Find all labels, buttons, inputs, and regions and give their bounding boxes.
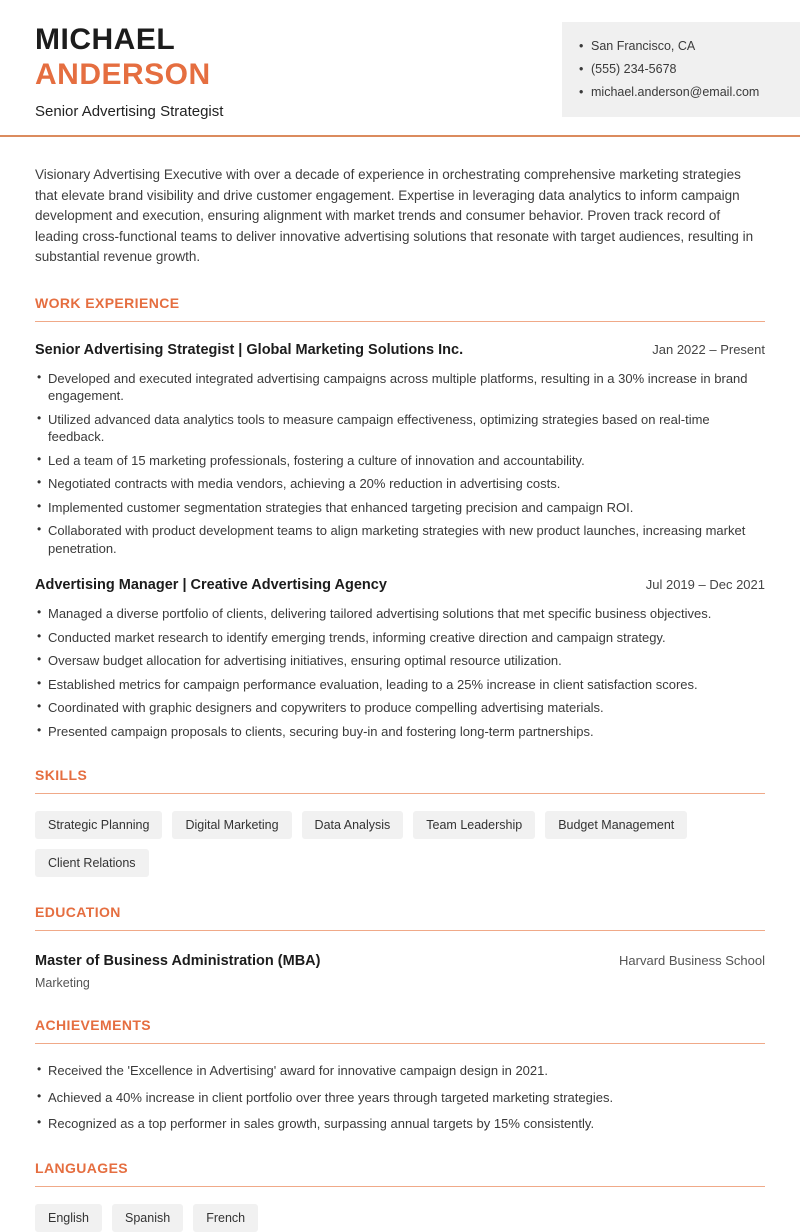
job-bullet-item: • Implemented customer segmentation strategies that enhanced targeting precision and campaign ROI. [35, 499, 765, 517]
achievement-list [35, 1062, 765, 1133]
person-first-name: MICHAEL [35, 23, 176, 56]
achievement-item: • Received the 'Excellence in Advertising' award for innovative campaign design in 2021. [35, 1062, 765, 1080]
job-bullet-item: • Utilized advanced data analytics tools to measure campaign effectiveness, optimizing strategies based on real-time feedback. [35, 411, 765, 446]
job-entry [35, 577, 765, 740]
job-title: Advertising Manager | Creative Advertising Agency [35, 577, 387, 593]
resume-body [0, 165, 800, 1232]
skill-tag: Digital Marketing [172, 811, 291, 839]
skill-tag: Client Relations [35, 849, 149, 877]
job-list [35, 342, 765, 741]
field-of-study: Marketing [35, 976, 90, 990]
contact-item: • San Francisco, CA [578, 35, 786, 58]
job-bullet-list [35, 605, 765, 740]
skill-tag-list [35, 811, 765, 877]
skill-tag: Strategic Planning [35, 811, 162, 839]
achievements-heading: ACHIEVEMENTS [35, 1017, 765, 1044]
job-bullet-item: • Oversaw budget allocation for advertising initiatives, ensuring optimal resource utilization. [35, 652, 765, 670]
section-achievements [35, 1017, 765, 1133]
job-bullet-list [35, 370, 765, 558]
job-bullet-item: • Coordinated with graphic designers and copywriters to produce compelling advertising materials. [35, 699, 765, 717]
school-name: Harvard Business School [619, 953, 765, 968]
achievement-item: • Achieved a 40% increase in client portfolio over three years through targeted marketing strategies. [35, 1089, 765, 1107]
language-tag: English [35, 1204, 102, 1232]
education-heading: EDUCATION [35, 904, 765, 931]
language-tag: Spanish [112, 1204, 183, 1232]
job-title: Senior Advertising Strategist | Global Marketing Solutions Inc. [35, 341, 464, 358]
job-dates: Jul 2019 – Dec 2021 [645, 577, 765, 592]
contact-list [578, 35, 786, 104]
skills-heading: SKILLS [35, 767, 765, 794]
job-bullet-item: • Collaborated with product development teams to align marketing strategies with new product launches, increasing market penetration. [35, 522, 765, 557]
job-bullet-item: • Developed and executed integrated advertising campaigns across multiple platforms, resulting in a 30% increase in brand engagement. [35, 370, 765, 405]
job-bullet-item: • Negotiated contracts with media vendors, achieving a 20% reduction in advertising costs. [35, 475, 765, 493]
section-languages [35, 1160, 765, 1232]
person-last-name: ANDERSON [35, 58, 211, 91]
job-bullet-item: • Conducted market research to identify emerging trends, informing creative direction and campaign strategy. [35, 629, 765, 647]
languages-heading: LANGUAGES [35, 1160, 765, 1187]
job-dates: Jan 2022 – Present [652, 341, 765, 357]
job-bullet-item: • Led a team of 15 marketing professionals, fostering a culture of innovation and accountability. [35, 452, 765, 470]
work-experience-heading: WORK EXPERIENCE [35, 295, 765, 322]
skill-tag: Data Analysis [302, 811, 404, 839]
section-skills [35, 767, 765, 877]
language-tag-list [35, 1204, 765, 1232]
job-bullet-item: • Established metrics for campaign performance evaluation, leading to a 25% increase in client satisfaction scores. [35, 676, 765, 694]
language-tag: French [193, 1204, 258, 1232]
resume-header [0, 0, 800, 137]
section-education [35, 904, 765, 990]
section-work-experience [35, 295, 765, 741]
contact-item: • michael.anderson@email.com [578, 81, 786, 104]
job-entry [35, 342, 765, 558]
education-entry [35, 953, 765, 969]
summary-paragraph: Visionary Advertising Executive with over a decade of experience in orchestrating comprehensive marketing strategies that elevate brand visibility and drive customer engagement. Expertise in leveraging data analytics to inform campaign development and execution, ensuring alignment with market trends and consumer behavior. Proven track record of leading cross-functional teams to deliver innovative advertising solutions that resonate with target audiences, resulting in substantial revenue growth. [35, 167, 754, 264]
job-header [35, 577, 765, 593]
job-header [35, 342, 765, 358]
achievement-item: • Recognized as a top performer in sales growth, surpassing annual targets by 15% consistently. [35, 1115, 765, 1133]
person-job-title: Senior Advertising Strategist [35, 103, 224, 120]
job-bullet-item: • Managed a diverse portfolio of clients, delivering tailored advertising solutions that met specific business objectives. [35, 605, 765, 623]
contact-box [562, 22, 800, 117]
skill-tag: Budget Management [545, 811, 687, 839]
degree-name: Master of Business Administration (MBA) [35, 953, 321, 969]
job-bullet-item: • Presented campaign proposals to clients, securing buy-in and fostering long-term partnerships. [35, 723, 765, 741]
skill-tag: Team Leadership [413, 811, 535, 839]
contact-item: • (555) 234-5678 [578, 58, 786, 81]
